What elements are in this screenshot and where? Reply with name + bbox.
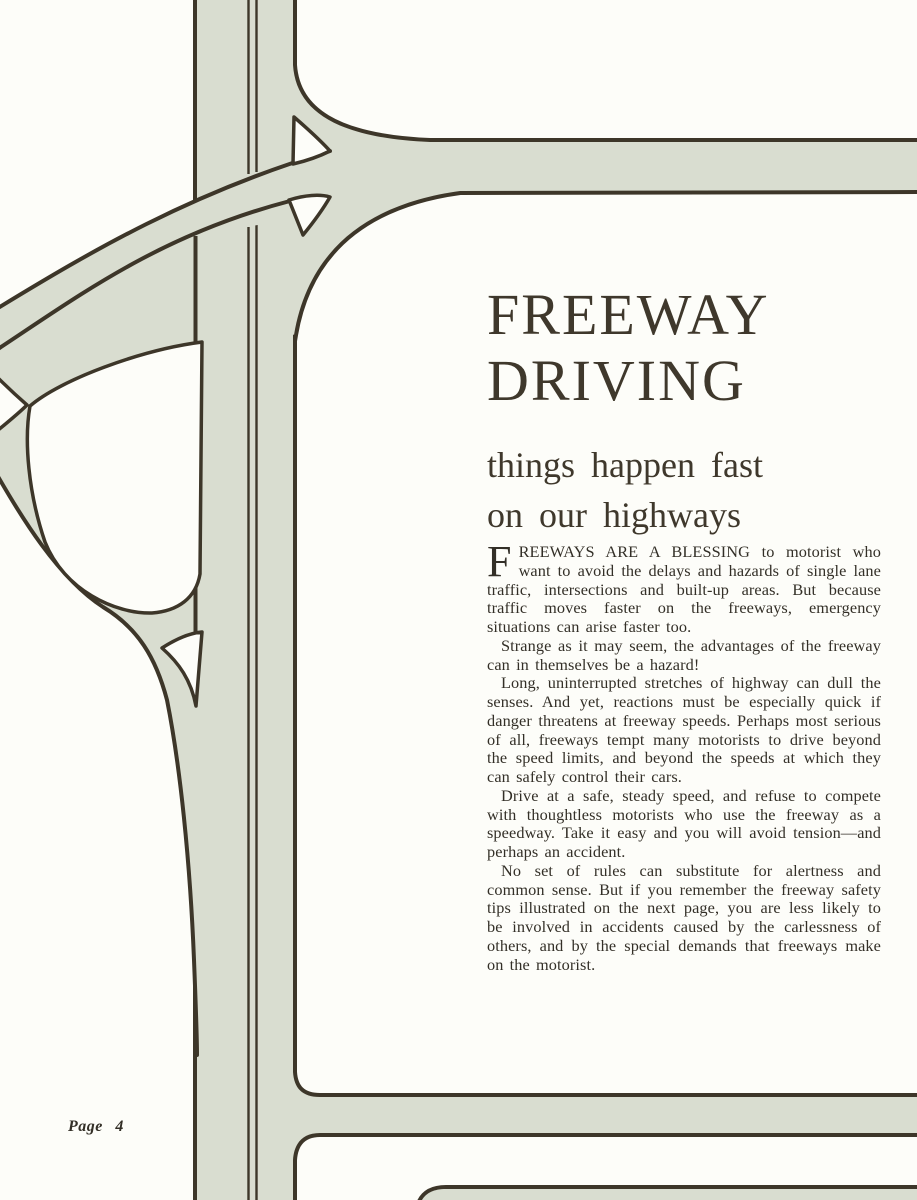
paragraph: Drive at a safe, steady speed, and refuse to compete with thoughtless motorists who use the freeway as a speedway. Take it easy and you will avoid tension—and perhaps an accident.	[487, 785, 881, 861]
subtitle-line2: on our highways	[487, 495, 741, 535]
page-subtitle	[487, 440, 885, 540]
page-title-line1: FREEWAY	[487, 282, 770, 347]
page-number: Page 4	[68, 1118, 124, 1135]
loop-ramp-body	[0, 152, 420, 1050]
paragraph: Strange as it may seem, the advantages of the freeway can in themselves be a hazard!	[487, 635, 881, 674]
paragraph: Long, uninterrupted stretches of highway can dull the senses. And yet, reactions must be especially quick if danger threatens at freeway speeds. Perhaps most serious of all, freeways tempt many motorists to drive beyond the speed limits, and beyond the speeds at which they can safely control their cars.	[487, 673, 881, 786]
page-title-line2: DRIVING	[487, 348, 746, 413]
body-text	[487, 537, 881, 974]
drop-cap: F	[487, 537, 512, 586]
headline-block	[487, 282, 885, 540]
paragraph-lead-text: REEWAYS ARE A BLESSING to motorist who want to avoid the delays and hazards of single lane traffic, intersections and built-up areas. But because traffic moves faster on the freeways, emergency situations can arise faster too.	[487, 542, 881, 636]
paragraph-lead	[487, 537, 881, 637]
subtitle-line1: things happen fast	[487, 445, 763, 485]
paragraph: No set of rules can substitute for alertness and common sense. But if you remember the freeway safety tips illustrated on the next page, you are less likely to be involved in accidents caused by the carlessness of others, and by the special demands that freeways make on the motorist.	[487, 860, 881, 974]
